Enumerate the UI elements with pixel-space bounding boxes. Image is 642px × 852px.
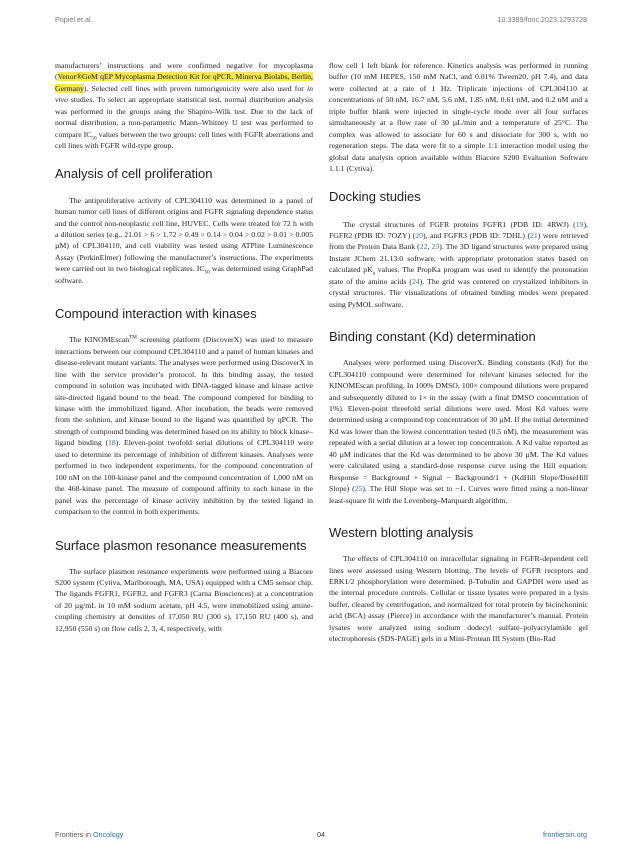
page-footer xyxy=(55,830,587,842)
section-heading-docking: Docking studies xyxy=(329,188,421,204)
site-link[interactable]: frontiersin.org xyxy=(543,830,587,839)
citation-link[interactable]: 25 xyxy=(354,484,363,494)
page-number: 04 xyxy=(317,830,325,839)
left-column xyxy=(55,60,313,634)
citation-link[interactable]: 22 xyxy=(419,242,428,252)
section-heading-spr: Surface plasmon resonance measurements xyxy=(55,537,307,553)
page-header xyxy=(55,15,587,27)
kd-paragraph: Analyses were performed using DiscoverX. Binding constants (Kd) for the CPL304110 compound were determined for relevant kinases selected for the KINOMEscan profiling. In 100% DMSO, 100× compound dilutions were prepared and subsequently diluted to 1× in the assay (with a final DMSO concentration of 1%). Eleven-point threefold serial dilutions were used. Most Kd values were determined using a compound top concentration of 30 µM. If the initial determined Kd was lower than the lowest concentration tested (0.5 nM), the measurement was repeated with a serial dilution at a lower top concentration. A Kd value reported as 40 µM indicates that the Kd was determined to be above 30 µM. The Kd values were calculated using a standard-dose response curve using the Hill equation: Response = Background + Signal − Background/1 + (KdHill Slope/DoseHill Slope) (25). The Hill Slope was set to −1. Curves were fitted using a non-linear least-square fit with the Levenberg–Marquardt algorithm. xyxy=(329,358,588,505)
journal-name: Frontiers in Oncology xyxy=(55,830,124,839)
compound-kinases-paragraph: The KINOMEscan™ screening platform (DiscoverX) was used to measure interactions between our compound CPL304110 and a panel of human kinases and disease-relevant mutant variants. The analyses were performed using DiscoverX in line with the service provider’s protocol. In this binding assay, the tested compound in solution was incubated with DNA-tagged kinase and kinase active site-directed ligand bound to the bead. The compound competed for binding to kinase with the immobilized ligand. After incubation, the beads were removed from the solution, and kinase bound to the ligand was quantified by qPCR. The strength of compound binding was determined based on its ability to block kinase–ligand binding (18). Eleven-point twofold serial dilutions of CPL304110 were used to determine its percentage of inhibition of different kinases. Analyses were performed in two independent experiments, for the compound concentration of 100 nM on the 100-kinase panel and the compound concentration of 1,000 nM on the 468-kinase panel. The measure of compound affinity to each kinase in the panel was the percentage of kinase activity inhibition by the tested ligand in comparison to the control in both experiments. xyxy=(55,334,313,517)
cell-proliferation-paragraph: The antiproliferative activity of CPL304110 was determined in a panel of human tumor cell lines of different origins and FGFR signaling dependence status and the control non-neoplastic cell line, HUVEC. Cells were treated for 72 h with a dilution series (e.g., 21.01 > 6 > 1.72 > 0.49 > 0.14 > 0.04 > 0.02 > 0.01 > 0.005 µM) of CPL304110, and cell viability was tested using ATPlite Luminescence Assay (PerkinElmer) following the manufacturer’s instructions. The experiments were carried out in two biological replicates. $IC_{50}$ was determined using GraphPad software. xyxy=(55,195,314,285)
docking-paragraph: The crystal structures of FGFR proteins FGFR1 (PDB ID: 4RWJ) (19), FGFR2 (PDB ID: 7OZY) (20), and FGFR3 (PDB ID: 7DHL) (21) were retrieved from the Protein Data Bank (22, 23). The 3D ligand structures were prepared using Instant JChem 21.13.0 software, with appropriate protonation states based on calculated $pK_a$ values. The PropKa program was used to identify the protonation state of the amino acids (24). The grid was centered on crystalized inhibitors in crystal structures. The visualizations of obtained binding modes were prepared using PyMOL software. xyxy=(329,219,589,309)
section-heading-compound-kinases: Compound interaction with kinases xyxy=(55,306,257,322)
citation-link[interactable]: 19 xyxy=(575,219,584,229)
methods-intro-paragraph: manufacturers’ instructions and were confirmed negative for mycoplasma (Venor®GeM qEP Mycoplasma Detection Kit for qPCR, Minerva Biolabs, Berlin, Germany). Selected cell lines with proven tumorigenicity were also used for in vivo studies. To select an appropriate statistical test, normal distribution analysis was performed in the groups using the Shapiro–Wilk test. Due to the lack of normal distribution, a non-parametric Mann–Whitney U test was performed to compare $IC_{50}$ values between the two groups: cell lines with FGFR aberrations and cell lines with FGFR wild-type group. xyxy=(55,61,313,151)
running-author: Popiel et al. xyxy=(55,15,93,24)
highlighted-kit-text: Venor®GeM qEP Mycoplasma Detection Kit for qPCR, Minerva Biolabs, Berlin, Germany xyxy=(55,72,313,93)
spr-paragraph: The surface plasmon resonance experiments were performed using a Biacore S200 system (Cytiva, Marlborough, MA, USA) equipped with a CM5 sensor chip. The ligands FGFR1, FGFR2, and FGFR3 (Carna Biosciences) at a concentration of 20 µg/mL in 10 mM sodium acetate, pH 4.5, were immobilized using amine-coupling chemistry at densities of 17,050 RU (300 s), 17,150 RU (400 s), and 12,950 (550 s) on flow cells 2, 3, 4, respectively, with xyxy=(55,566,313,633)
doi-link[interactable]: 10.3389/fonc.2023.1293728 xyxy=(497,15,587,24)
section-heading-cell-proliferation: Analysis of cell proliferation xyxy=(55,165,213,181)
western-blot-paragraph: The effects of CPL304110 on intracellular signaling in FGFR-dependent cell lines were assessed using Western blotting. The levels of FGFR receptors and ERK1/2 phosphorylation were determined. β-Tubulin and GAPDH were used as the internal procedure controls. Cellular or tissue lysates were prepared in a lysis buffer, cleared by centrifugation, and normalized for total protein by bicinchoninic acid (BCA) assay (Pierce) in accordance with the manufacturer’s manual. Protein lysates were analyzed using sodium dodecyl sulfate–polyacrylamide gel electrophoresis (SDS-PAGE) gels in a Mini-Protean III System (Bio-Rad xyxy=(329,554,588,644)
citation-link[interactable]: 21 xyxy=(530,230,538,240)
citation-link[interactable]: 24 xyxy=(412,276,420,286)
section-heading-kd: Binding constant (Kd) determination xyxy=(329,329,536,345)
citation-link[interactable]: 23 xyxy=(431,242,440,252)
section-heading-western-blot: Western blotting analysis xyxy=(329,525,474,541)
citation-link[interactable]: 18 xyxy=(108,438,116,448)
citation-link[interactable]: 20 xyxy=(415,230,424,240)
spr-continued-paragraph: flow cell 1 left blank for reference. Kinetics analysis was performed in running buffer (10 mM HEPES, 150 mM NaCl, and 0.01% Tween20, pH 7.4), and data were collected at a rate of 1 Hz. Triplicate injections of CPL304110 at concentrations of 50 nM, 16.7 nM, 5.6 nM, 1.85 nM, 0.61 nM, and 0.2 nM and a triple buffer blank were injected in single-cycle mode over all four surfaces simultaneously at a flow rate of 30 µL/min and a temperature of 25°C. The complex was allowed to associate for 60 s and dissociate for 300 s, with no regeneration steps. The data were fit to a simple 1:1 interaction model using the global data analysis option available within Biacore S200 Evaluation Software 1.1.1 (Cytiva). xyxy=(329,61,588,174)
right-column xyxy=(329,60,588,645)
